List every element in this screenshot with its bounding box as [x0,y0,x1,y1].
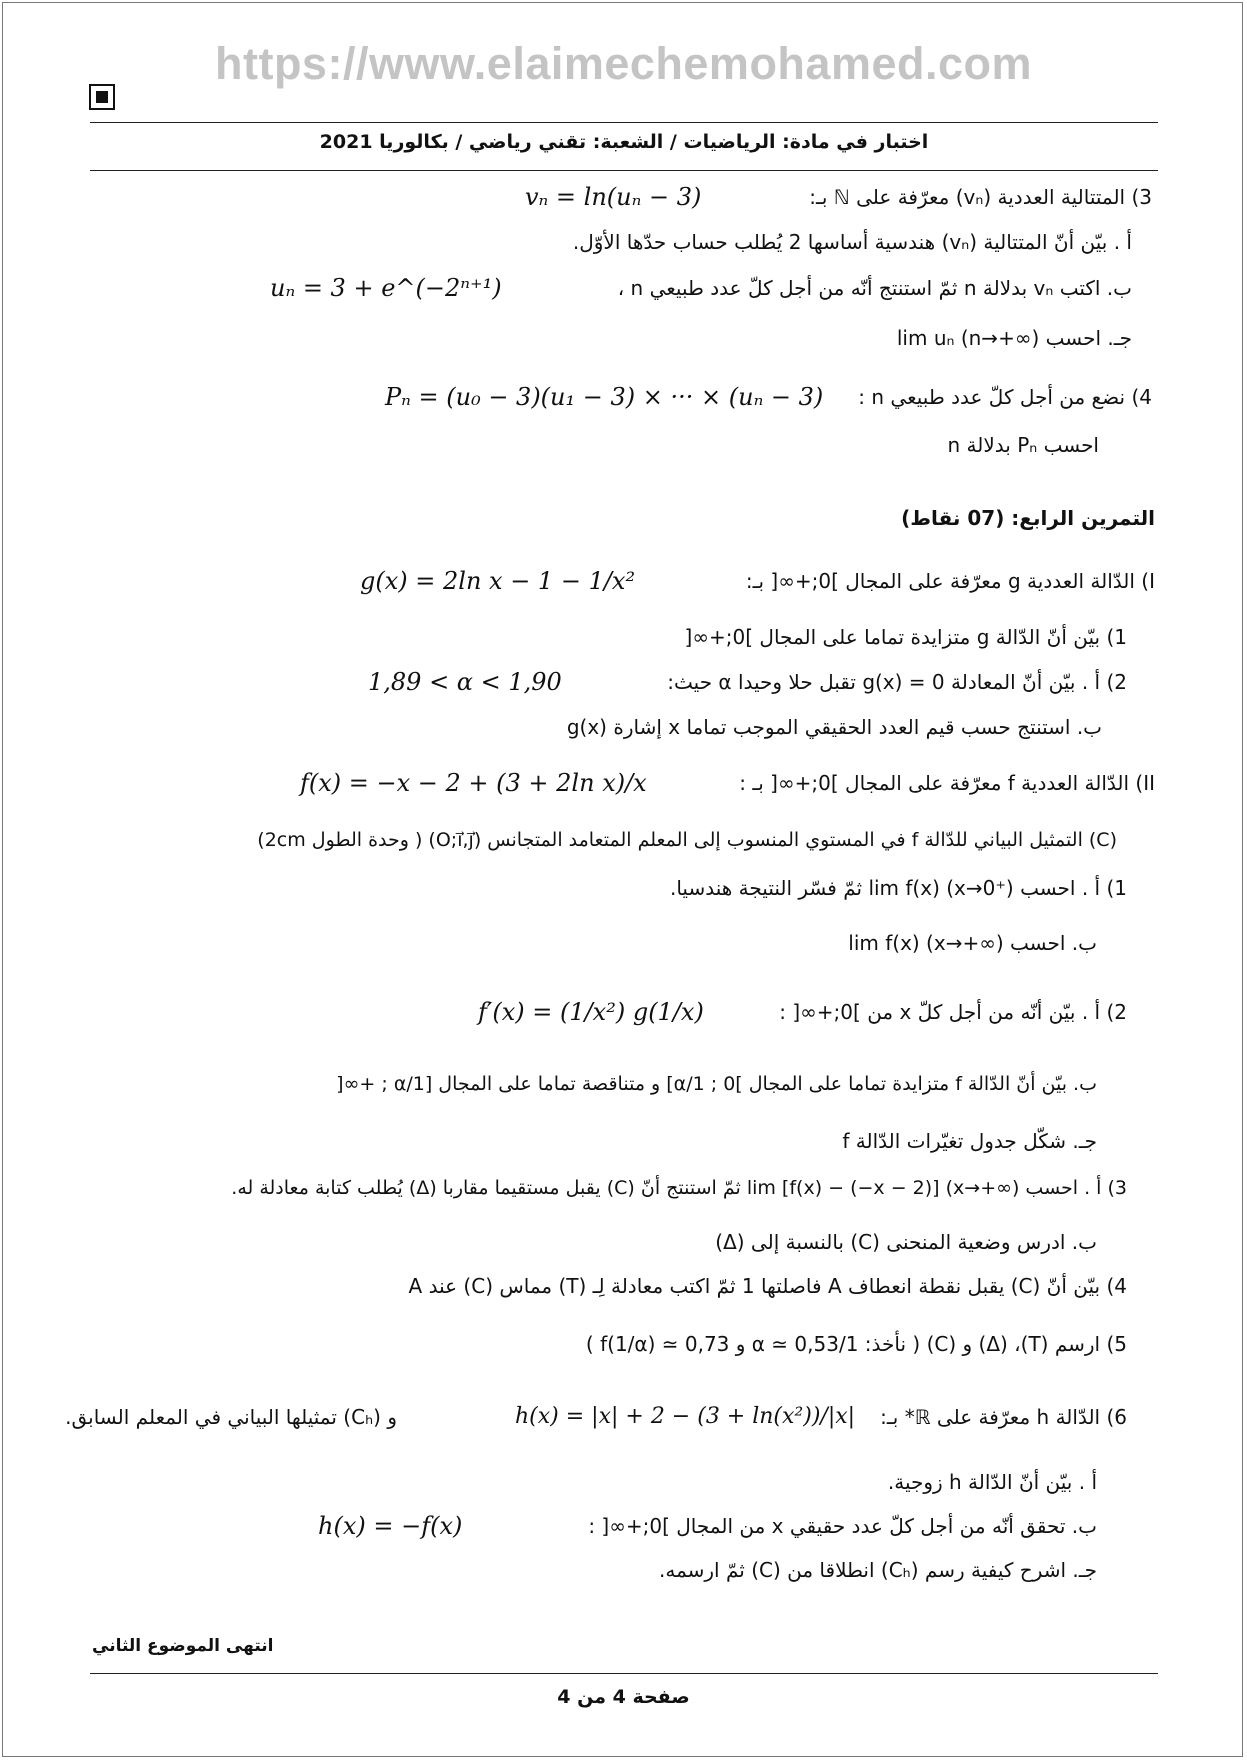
q3c: جـ. احسب lim uₙ (n→+∞) [896,326,1132,350]
exercise-title: التمرين الرابع: (07 نقاط) [901,506,1155,530]
I2a-formula: 1,89 < α < 1,90 [368,668,562,696]
II2c: جـ. شكّل جدول تغيّرات الدّالة f [842,1129,1097,1153]
II6b-text: ب. تحقق أنّه من أجل كلّ عدد حقيقي x من المجال ]0;+∞[ : [588,1514,1097,1538]
q3-formula: vₙ = ln(uₙ − 3) [525,183,702,211]
II3b: ب. ادرس وضعية المنحنى (C) بالنسبة إلى (Δ) [715,1230,1097,1254]
I1: 1) بيّن أنّ الدّالة g متزايدة تماما على المجال ]0;+∞[ [684,625,1127,649]
part-I-formula: g(x) = 2ln x − 1 − 1/x² [360,567,636,595]
exam-header: اختبار في مادة: الرياضيات / الشعبة: تقني رياضي / بكالوريا 2021 [319,131,929,153]
II5: 5) ارسم (T)، (Δ) و (C) ( نأخذ: 1/α ≃ 0,53 و f(1/α) ≃ 0,73 ) [585,1332,1127,1356]
q3a: أ . بيّن أنّ المتتالية (vₙ) هندسية أساسها 2 يُطلب حساب حدّها الأوّل. [572,230,1132,254]
II3a: 3) أ . احسب lim [f(x) − (−x − 2)] (x→+∞) ثمّ استنتج أنّ (C) يقبل مستقيما مقاربا (Δ) يُطلب كتابة معادلة له. [231,1177,1127,1199]
header-bottom-rule [90,170,1158,171]
II2a-formula: f′(x) = (1/x²) g(1/x) [478,998,704,1026]
page-number: صفحة 4 من 4 [557,1686,690,1708]
watermark-url: https://www.elaimechemohamed.com [214,38,1032,89]
II-intro: (C) التمثيل البياني للدّالة f في المستوي المنسوب إلى المعلم المتعامد المتجانس (O;i⃗,j⃗) ( وحدة الطول 2cm) [257,829,1117,851]
II1b: ب. احسب lim f(x) (x→+∞) [848,931,1097,955]
II6b-formula: h(x) = −f(x) [318,1512,463,1540]
q3b-text: ب. اكتب vₙ بدلالة n ثمّ استنتج أنّه من أجل كلّ عدد طبيعي n ، [617,276,1132,300]
I2b: ب. استنتج حسب قيم العدد الحقيقي الموجب تماما x إشارة g(x) [566,715,1102,739]
q4-formula: Pₙ = (u₀ − 3)(u₁ − 3) × ··· × (uₙ − 3) [385,383,824,411]
II2a-text: 2) أ . بيّن أنّه من أجل كلّ x من ]0;+∞[ : [779,1000,1127,1024]
II6-text: 6) الدّالة h معرّفة على ℝ* بـ: [880,1405,1127,1429]
II4: 4) بيّن أنّ (C) يقبل نقطة انعطاف A فاصلتها 1 ثمّ اكتب معادلة لِـ (T) مماس (C) عند A [408,1274,1127,1298]
II6-tail: و (Cₕ) تمثيلها البياني في المعلم السابق. [65,1405,397,1429]
q4b: احسب Pₙ بدلالة n [947,433,1099,457]
part-II-text: II) الدّالة العددية f معرّفة على المجال ]0;+∞[ بـ : [739,771,1155,795]
I2a-text: 2) أ . بيّن أنّ المعادلة g(x) = 0 تقبل حلا وحيدا α حيث: [667,670,1127,694]
part-II-formula: f(x) = −x − 2 + (3 + 2ln x)/x [300,769,647,797]
II6-formula: h(x) = |x| + 2 − (3 + ln(x²))/|x| [515,1404,856,1429]
q3b-formula: uₙ = 3 + e^(−2ⁿ⁺¹) [270,274,502,302]
II2b: ب. بيّن أنّ الدّالة f متزايدة تماما على المجال ]0 ; 1/α] و متناقصة تماما على المجال [1/α ; +∞[ [336,1073,1097,1095]
part-I-text: I) الدّالة العددية g معرّفة على المجال ]0;+∞[ بـ: [745,569,1155,593]
header-top-rule [90,122,1158,123]
square-bullet-icon [89,84,115,110]
II6a: أ . بيّن أنّ الدّالة h زوجية. [887,1470,1097,1494]
end-of-subject: انتهى الموضوع الثاني [92,1636,274,1656]
footer-rule [90,1673,1158,1674]
II1a: 1) أ . احسب lim f(x) (x→0⁺) ثمّ فسّر النتيجة هندسيا. [669,876,1127,900]
q3-text: 3) المتتالية العددية (vₙ) معرّفة على ℕ بـ: [809,185,1152,209]
q4-text: 4) نضع من أجل كلّ عدد طبيعي n : [858,385,1152,409]
II6c: جـ. اشرح كيفية رسم (Cₕ) انطلاقا من (C) ثمّ ارسمه. [658,1558,1097,1582]
